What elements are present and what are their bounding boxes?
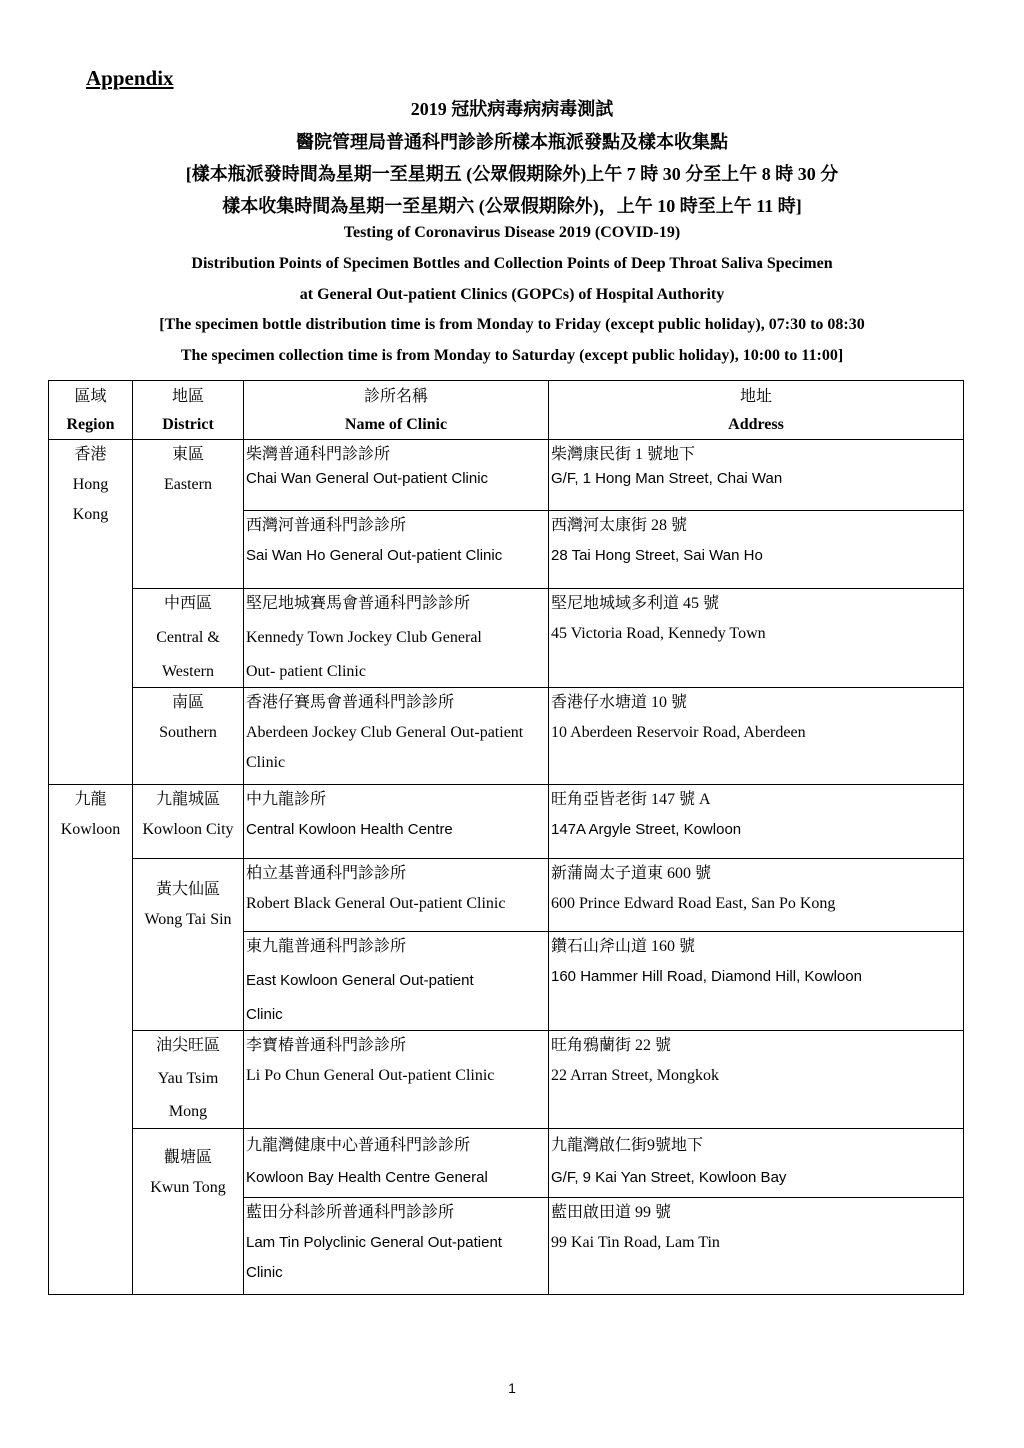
region-header: 區域 Region: [49, 381, 133, 440]
title-en-5: The specimen collection time is from Monday to Saturday (except public holiday), 10:00 to 11:00]: [180, 347, 844, 364]
table-header-row: [49, 381, 964, 440]
clinic-name: 九龍灣健康中心普通科門診診所 Kowloon Bay Health Centre General: [244, 1129, 549, 1198]
clinic-name: 柏立基普通科門診診所 Robert Black General Out-patient Clinic: [244, 859, 549, 932]
district-central-western: 中西區 Central & Western: [133, 589, 244, 688]
title-zh-1: 2019 冠狀病毒病病毒測試: [410, 99, 614, 119]
district-eastern: 東區 Eastern: [133, 440, 244, 589]
title-en-3: at General Out-patient Clinics (GOPCs) of Hospital Authority: [299, 286, 725, 303]
clinic-address: 西灣河太康街 28 號 28 Tai Hong Street, Sai Wan Ho: [549, 511, 964, 589]
region-hong-kong: 香港 Hong Kong: [49, 440, 133, 785]
clinic-name: 藍田分科診所普通科門診診所 Lam Tin Polyclinic General Out-patient Clinic: [244, 1198, 549, 1295]
clinic-address: 香港仔水塘道 10 號 10 Aberdeen Reservoir Road, Aberdeen: [549, 688, 964, 785]
clinic-header: 診所名稱 Name of Clinic: [244, 381, 549, 440]
clinic-name: 中九龍診所 Central Kowloon Health Centre: [244, 785, 549, 859]
clinic-address: 堅尼地城域多利道 45 號 45 Victoria Road, Kennedy Town: [549, 589, 964, 688]
district-kowloon-city: 九龍城區 Kowloon City: [133, 785, 244, 859]
table-row: [49, 859, 964, 932]
clinic-address: 鑽石山斧山道 160 號 160 Hammer Hill Road, Diamond Hill, Kowloon: [549, 932, 964, 1031]
title-zh-2: 醫院管理局普通科門診診所樣本瓶派發點及樣本收集點: [296, 132, 728, 152]
district-header: 地區 District: [133, 381, 244, 440]
clinic-address: 藍田啟田道 99 號 99 Kai Tin Road, Lam Tin: [549, 1198, 964, 1295]
title-zh-4: 樣本收集時間為星期一至星期六 (公眾假期除外)，上午 10 時至上午 11 時]: [222, 196, 802, 216]
title-en-2: Distribution Points of Specimen Bottles and Collection Points of Deep Throat Saliva Specimen: [191, 255, 833, 272]
table-row: [49, 1031, 964, 1129]
clinic-address: 新蒲崗太子道東 600 號 600 Prince Edward Road East, San Po Kong: [549, 859, 964, 932]
clinic-name: 東九龍普通科門診診所 East Kowloon General Out-patient Clinic: [244, 932, 549, 1031]
region-kowloon: 九龍 Kowloon: [49, 785, 133, 1295]
table-row: [49, 440, 964, 511]
title-zh-3: [樣本瓶派發時間為星期一至星期五 (公眾假期除外)上午 7 時 30 分至上午 8 時 30 分: [185, 164, 839, 184]
address-header: 地址 Address: [549, 381, 964, 440]
clinic-table: [48, 380, 964, 1295]
page-number: 1: [508, 1380, 516, 1396]
clinic-name: 香港仔賽馬會普通科門診診所 Aberdeen Jockey Club General Out-patient Clinic: [244, 688, 549, 785]
district-yau-tsim-mong: 油尖旺區 Yau Tsim Mong: [133, 1031, 244, 1129]
district-kwun-tong: 觀塘區 Kwun Tong: [133, 1129, 244, 1295]
table-row: [49, 1129, 964, 1198]
district-southern: 南區 Southern: [133, 688, 244, 785]
clinic-name: 柴灣普通科門診診所 Chai Wan General Out-patient Clinic: [244, 440, 549, 511]
clinic-address: 旺角亞皆老街 147 號 A 147A Argyle Street, Kowloon: [549, 785, 964, 859]
table-row: [49, 785, 964, 859]
clinic-name: 西灣河普通科門診診所 Sai Wan Ho General Out-patient Clinic: [244, 511, 549, 589]
district-wong-tai-sin: 黃大仙區 Wong Tai Sin: [133, 859, 244, 1031]
title-en-1: Testing of Coronavirus Disease 2019 (COVID-19): [343, 224, 681, 241]
clinic-address: 柴灣康民街 1 號地下 G/F, 1 Hong Man Street, Chai Wan: [549, 440, 964, 511]
clinic-address: 旺角鴉蘭街 22 號 22 Arran Street, Mongkok: [549, 1031, 964, 1129]
clinic-name: 李寶椿普通科門診診所 Li Po Chun General Out-patient Clinic: [244, 1031, 549, 1129]
table-row: [49, 589, 964, 688]
appendix-heading: Appendix: [86, 66, 174, 90]
clinic-name: 堅尼地城賽馬會普通科門診診所 Kennedy Town Jockey Club General Out- patient Clinic: [244, 589, 549, 688]
title-en-4: [The specimen bottle distribution time is from Monday to Friday (except public holiday), 07:30 to 08:30: [159, 316, 865, 333]
table-row: [49, 688, 964, 785]
clinic-address: 九龍灣啟仁街9號地下 G/F, 9 Kai Yan Street, Kowloon Bay: [549, 1129, 964, 1198]
